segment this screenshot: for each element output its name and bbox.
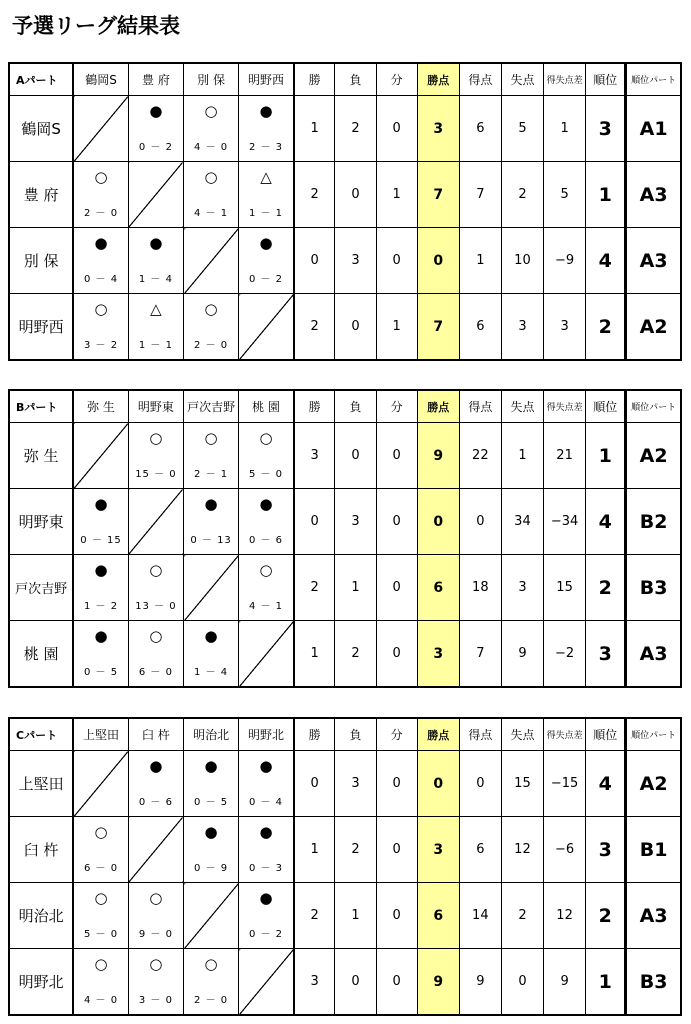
opponent-header: 桃 園 [239, 390, 294, 423]
match-result-cell [73, 949, 128, 1016]
stat-header: 勝点 [417, 718, 459, 751]
self-match-cell [73, 751, 128, 817]
rank-part-value: A2 [626, 423, 681, 489]
result-mark: ○ [149, 955, 163, 973]
match-result-cell [73, 228, 128, 294]
match-result-cell [128, 294, 183, 361]
points-value: 9 [417, 949, 459, 1016]
draws-value: 1 [376, 294, 417, 361]
stat-header: 順位パート [626, 390, 681, 423]
rank-value: 4 [586, 228, 626, 294]
result-mark: ● [204, 757, 218, 775]
match-result-cell [128, 751, 183, 817]
losses-value: 2 [335, 96, 376, 162]
goals-against-value: 3 [501, 555, 543, 621]
opponent-header: 上堅田 [73, 718, 128, 751]
team-row [9, 228, 681, 294]
goal-diff-value: −2 [544, 621, 586, 688]
match-score: 0 － 2 [248, 929, 284, 940]
self-match-cell [128, 162, 183, 228]
stat-header: 得失点差 [544, 718, 586, 751]
match-result-cell [184, 621, 239, 688]
match-score: 13 － 0 [135, 601, 177, 612]
opponent-header: 別 保 [184, 63, 239, 96]
match-score: 0 － 15 [80, 535, 122, 546]
wins-value: 2 [294, 162, 335, 228]
match-score: 0 － 5 [194, 797, 229, 808]
points-value: 6 [417, 555, 459, 621]
result-mark: ○ [94, 955, 108, 973]
rank-value: 1 [586, 949, 626, 1016]
match-result-cell [239, 228, 294, 294]
goals-for-value: 1 [459, 228, 501, 294]
stat-header: 負 [335, 390, 376, 423]
match-score: 4 － 1 [194, 208, 229, 219]
rank-value: 3 [586, 817, 626, 883]
match-result-cell [73, 621, 128, 688]
stat-header: 分 [376, 390, 417, 423]
league-table-1 [8, 62, 682, 361]
stat-header: 得点 [459, 718, 501, 751]
points-value: 6 [417, 883, 459, 949]
result-mark: ○ [259, 429, 273, 447]
stat-header: 得点 [459, 390, 501, 423]
opponent-header: 豊 府 [128, 63, 183, 96]
match-score: 0 － 6 [248, 535, 284, 546]
goal-diff-value: −6 [544, 817, 586, 883]
self-match-cell [73, 96, 128, 162]
team-name: 別 保 [9, 228, 73, 294]
losses-value: 0 [335, 294, 376, 361]
rank-value: 4 [586, 489, 626, 555]
self-match-cell [184, 228, 239, 294]
goal-diff-value: −15 [544, 751, 586, 817]
rank-value: 1 [586, 423, 626, 489]
result-mark: ● [94, 495, 108, 513]
part-label: Cパート [9, 718, 73, 751]
rank-part-value: A3 [626, 162, 681, 228]
match-score: 5 － 0 [83, 929, 119, 940]
draws-value: 0 [376, 751, 417, 817]
match-result-cell [239, 883, 294, 949]
goals-for-value: 6 [459, 817, 501, 883]
result-mark: △ [150, 300, 162, 318]
rank-value: 2 [586, 555, 626, 621]
result-mark: ○ [149, 429, 163, 447]
match-score: 6 － 0 [83, 863, 119, 874]
opponent-header: 臼 杵 [128, 718, 183, 751]
points-value: 3 [417, 817, 459, 883]
match-result-cell [239, 96, 294, 162]
wins-value: 1 [294, 96, 335, 162]
result-mark: ○ [94, 300, 108, 318]
goals-for-value: 0 [459, 489, 501, 555]
team-name: 上堅田 [9, 751, 73, 817]
draws-value: 1 [376, 162, 417, 228]
goals-for-value: 7 [459, 162, 501, 228]
rank-part-value: A2 [626, 294, 681, 361]
goal-diff-value: 9 [544, 949, 586, 1016]
goal-diff-value: 21 [544, 423, 586, 489]
goals-for-value: 0 [459, 751, 501, 817]
match-score: 6 － 0 [138, 667, 173, 678]
match-score: 3 － 0 [138, 995, 173, 1006]
result-mark: ● [259, 495, 273, 513]
match-result-cell [73, 883, 128, 949]
match-result-cell [128, 555, 183, 621]
result-mark: ● [94, 627, 108, 645]
team-name: 豊 府 [9, 162, 73, 228]
losses-value: 1 [335, 555, 376, 621]
team-row [9, 621, 681, 688]
match-score: 4 － 0 [83, 995, 119, 1006]
result-mark: ○ [94, 889, 108, 907]
stat-header: 得失点差 [544, 63, 586, 96]
result-mark: ● [149, 757, 163, 775]
goals-for-value: 22 [459, 423, 501, 489]
league-table-3 [8, 717, 682, 1016]
stat-header: 順位パート [626, 718, 681, 751]
rank-part-value: A1 [626, 96, 681, 162]
match-result-cell [128, 883, 183, 949]
wins-value: 0 [294, 489, 335, 555]
match-score: 0 － 4 [248, 797, 284, 808]
goal-diff-value: 1 [544, 96, 586, 162]
match-score: 5 － 0 [248, 469, 284, 480]
goals-for-value: 14 [459, 883, 501, 949]
result-mark: ● [149, 102, 163, 120]
result-mark: ○ [204, 955, 218, 973]
goals-against-value: 9 [501, 621, 543, 688]
result-mark: ○ [204, 429, 218, 447]
goals-against-value: 2 [501, 883, 543, 949]
match-result-cell [73, 489, 128, 555]
team-name: 明野東 [9, 489, 73, 555]
opponent-header: 明野東 [128, 390, 183, 423]
opponent-header: 鶴岡S [73, 63, 128, 96]
match-result-cell [239, 423, 294, 489]
match-score: 1 － 2 [83, 601, 119, 612]
draws-value: 0 [376, 96, 417, 162]
losses-value: 2 [335, 817, 376, 883]
part-label: Bパート [9, 390, 73, 423]
rank-value: 2 [586, 294, 626, 361]
stat-header: 勝 [294, 390, 335, 423]
goals-against-value: 15 [501, 751, 543, 817]
match-score: 1 － 4 [194, 667, 229, 678]
result-mark: ○ [94, 168, 108, 186]
rank-part-value: B2 [626, 489, 681, 555]
points-value: 0 [417, 751, 459, 817]
points-value: 3 [417, 96, 459, 162]
opponent-header: 弥 生 [73, 390, 128, 423]
goals-for-value: 6 [459, 96, 501, 162]
team-row [9, 294, 681, 361]
team-name: 弥 生 [9, 423, 73, 489]
match-result-cell [73, 555, 128, 621]
stat-header: 勝点 [417, 390, 459, 423]
league-table-2 [8, 389, 682, 688]
team-row [9, 949, 681, 1016]
opponent-header: 戸次吉野 [184, 390, 239, 423]
match-result-cell [239, 751, 294, 817]
rank-part-value: A2 [626, 751, 681, 817]
result-mark: ○ [149, 627, 163, 645]
draws-value: 0 [376, 817, 417, 883]
rank-part-value: A3 [626, 621, 681, 688]
match-result-cell [184, 96, 239, 162]
match-result-cell [73, 162, 128, 228]
result-mark: ● [259, 889, 273, 907]
goals-against-value: 0 [501, 949, 543, 1016]
match-result-cell [184, 162, 239, 228]
stat-header: 失点 [501, 390, 543, 423]
stat-header: 負 [335, 718, 376, 751]
team-name: 明治北 [9, 883, 73, 949]
self-match-cell [184, 883, 239, 949]
match-score: 3 － 2 [83, 340, 119, 351]
match-score: 1 － 1 [248, 208, 284, 219]
result-mark: ● [259, 823, 273, 841]
wins-value: 0 [294, 751, 335, 817]
goals-for-value: 7 [459, 621, 501, 688]
match-score: 0 － 9 [194, 863, 229, 874]
match-result-cell [239, 817, 294, 883]
stat-header: 勝 [294, 718, 335, 751]
team-row [9, 817, 681, 883]
result-mark: ● [204, 495, 218, 513]
wins-value: 0 [294, 228, 335, 294]
rank-value: 1 [586, 162, 626, 228]
match-result-cell [73, 817, 128, 883]
match-result-cell [239, 555, 294, 621]
match-result-cell [184, 817, 239, 883]
result-mark: △ [260, 168, 272, 186]
self-match-cell [184, 555, 239, 621]
result-mark: ○ [204, 300, 218, 318]
team-row [9, 423, 681, 489]
match-score: 0 － 2 [138, 142, 173, 153]
draws-value: 0 [376, 621, 417, 688]
goal-diff-value: −9 [544, 228, 586, 294]
opponent-header: 明野西 [239, 63, 294, 96]
match-score: 2 － 3 [248, 142, 284, 153]
page-title: 予選リーグ結果表 [12, 14, 180, 38]
match-score: 9 － 0 [138, 929, 173, 940]
rank-value: 4 [586, 751, 626, 817]
match-score: 15 － 0 [135, 469, 177, 480]
result-mark: ○ [94, 823, 108, 841]
losses-value: 3 [335, 228, 376, 294]
stat-header: 分 [376, 718, 417, 751]
self-match-cell [239, 949, 294, 1016]
match-result-cell [184, 751, 239, 817]
rank-value: 2 [586, 883, 626, 949]
losses-value: 0 [335, 949, 376, 1016]
wins-value: 2 [294, 883, 335, 949]
draws-value: 0 [376, 883, 417, 949]
result-mark: ● [94, 561, 108, 579]
stat-header: 失点 [501, 63, 543, 96]
team-name: 鶴岡S [9, 96, 73, 162]
team-row [9, 489, 681, 555]
match-result-cell [128, 949, 183, 1016]
wins-value: 1 [294, 621, 335, 688]
goals-against-value: 12 [501, 817, 543, 883]
goals-for-value: 9 [459, 949, 501, 1016]
losses-value: 0 [335, 162, 376, 228]
team-row [9, 162, 681, 228]
self-match-cell [128, 489, 183, 555]
points-value: 7 [417, 162, 459, 228]
wins-value: 2 [294, 294, 335, 361]
match-score: 2 － 0 [194, 995, 229, 1006]
match-result-cell [184, 489, 239, 555]
match-result-cell [239, 162, 294, 228]
losses-value: 0 [335, 423, 376, 489]
match-score: 2 － 0 [194, 340, 229, 351]
stat-header: 得点 [459, 63, 501, 96]
match-score: 0 － 2 [248, 274, 284, 285]
self-match-cell [128, 817, 183, 883]
stat-header: 失点 [501, 718, 543, 751]
match-score: 0 － 6 [138, 797, 173, 808]
goal-diff-value: 12 [544, 883, 586, 949]
self-match-cell [239, 621, 294, 688]
match-result-cell [128, 423, 183, 489]
points-value: 0 [417, 228, 459, 294]
opponent-header: 明治北 [184, 718, 239, 751]
result-mark: ○ [149, 889, 163, 907]
match-score: 0 － 5 [83, 667, 119, 678]
goals-for-value: 18 [459, 555, 501, 621]
draws-value: 0 [376, 949, 417, 1016]
rank-part-value: B3 [626, 949, 681, 1016]
result-mark: ○ [204, 168, 218, 186]
match-result-cell [73, 294, 128, 361]
match-result-cell [184, 423, 239, 489]
match-result-cell [128, 96, 183, 162]
part-label: Aパート [9, 63, 73, 96]
points-value: 9 [417, 423, 459, 489]
match-score: 1 － 1 [138, 340, 173, 351]
goal-diff-value: 15 [544, 555, 586, 621]
stat-header: 分 [376, 63, 417, 96]
team-name: 戸次吉野 [9, 555, 73, 621]
goal-diff-value: 5 [544, 162, 586, 228]
goals-against-value: 2 [501, 162, 543, 228]
match-score: 4 － 0 [194, 142, 229, 153]
stat-header: 負 [335, 63, 376, 96]
result-mark: ● [259, 757, 273, 775]
wins-value: 1 [294, 817, 335, 883]
stat-header: 順位 [586, 63, 626, 96]
points-value: 0 [417, 489, 459, 555]
stat-header: 順位 [586, 718, 626, 751]
team-row [9, 751, 681, 817]
match-result-cell [128, 228, 183, 294]
wins-value: 3 [294, 949, 335, 1016]
losses-value: 1 [335, 883, 376, 949]
points-value: 3 [417, 621, 459, 688]
wins-value: 2 [294, 555, 335, 621]
match-score: 2 － 0 [83, 208, 119, 219]
goal-diff-value: 3 [544, 294, 586, 361]
rank-value: 3 [586, 621, 626, 688]
draws-value: 0 [376, 423, 417, 489]
match-score: 2 － 1 [194, 469, 229, 480]
match-score: 1 － 4 [138, 274, 173, 285]
goals-against-value: 3 [501, 294, 543, 361]
opponent-header: 明野北 [239, 718, 294, 751]
result-mark: ○ [204, 102, 218, 120]
losses-value: 2 [335, 621, 376, 688]
draws-value: 0 [376, 228, 417, 294]
result-mark: ● [259, 102, 273, 120]
stat-header: 勝点 [417, 63, 459, 96]
draws-value: 0 [376, 489, 417, 555]
team-name: 明野北 [9, 949, 73, 1016]
goals-against-value: 34 [501, 489, 543, 555]
stat-header: 勝 [294, 63, 335, 96]
result-mark: ● [204, 627, 218, 645]
goals-against-value: 10 [501, 228, 543, 294]
team-name: 桃 園 [9, 621, 73, 688]
losses-value: 3 [335, 489, 376, 555]
match-score: 0 － 4 [83, 274, 119, 285]
rank-part-value: A3 [626, 228, 681, 294]
self-match-cell [239, 294, 294, 361]
result-mark: ● [204, 823, 218, 841]
points-value: 7 [417, 294, 459, 361]
losses-value: 3 [335, 751, 376, 817]
result-mark: ○ [149, 561, 163, 579]
team-row [9, 883, 681, 949]
match-score: 0 － 3 [248, 863, 284, 874]
self-match-cell [73, 423, 128, 489]
team-row [9, 96, 681, 162]
match-result-cell [184, 949, 239, 1016]
rank-part-value: A3 [626, 883, 681, 949]
team-name: 臼 杵 [9, 817, 73, 883]
rank-value: 3 [586, 96, 626, 162]
stat-header: 順位 [586, 390, 626, 423]
match-result-cell [239, 489, 294, 555]
draws-value: 0 [376, 555, 417, 621]
wins-value: 3 [294, 423, 335, 489]
result-mark: ● [94, 234, 108, 252]
result-mark: ● [259, 234, 273, 252]
team-name: 明野西 [9, 294, 73, 361]
goals-for-value: 6 [459, 294, 501, 361]
rank-part-value: B1 [626, 817, 681, 883]
stat-header: 順位パート [626, 63, 681, 96]
result-mark: ○ [259, 561, 273, 579]
match-score: 0 － 13 [190, 535, 232, 546]
rank-part-value: B3 [626, 555, 681, 621]
result-mark: ● [149, 234, 163, 252]
team-row [9, 555, 681, 621]
goal-diff-value: −34 [544, 489, 586, 555]
match-score: 4 － 1 [248, 601, 284, 612]
match-result-cell [128, 621, 183, 688]
goals-against-value: 5 [501, 96, 543, 162]
goals-against-value: 1 [501, 423, 543, 489]
match-result-cell [184, 294, 239, 361]
stat-header: 得失点差 [544, 390, 586, 423]
